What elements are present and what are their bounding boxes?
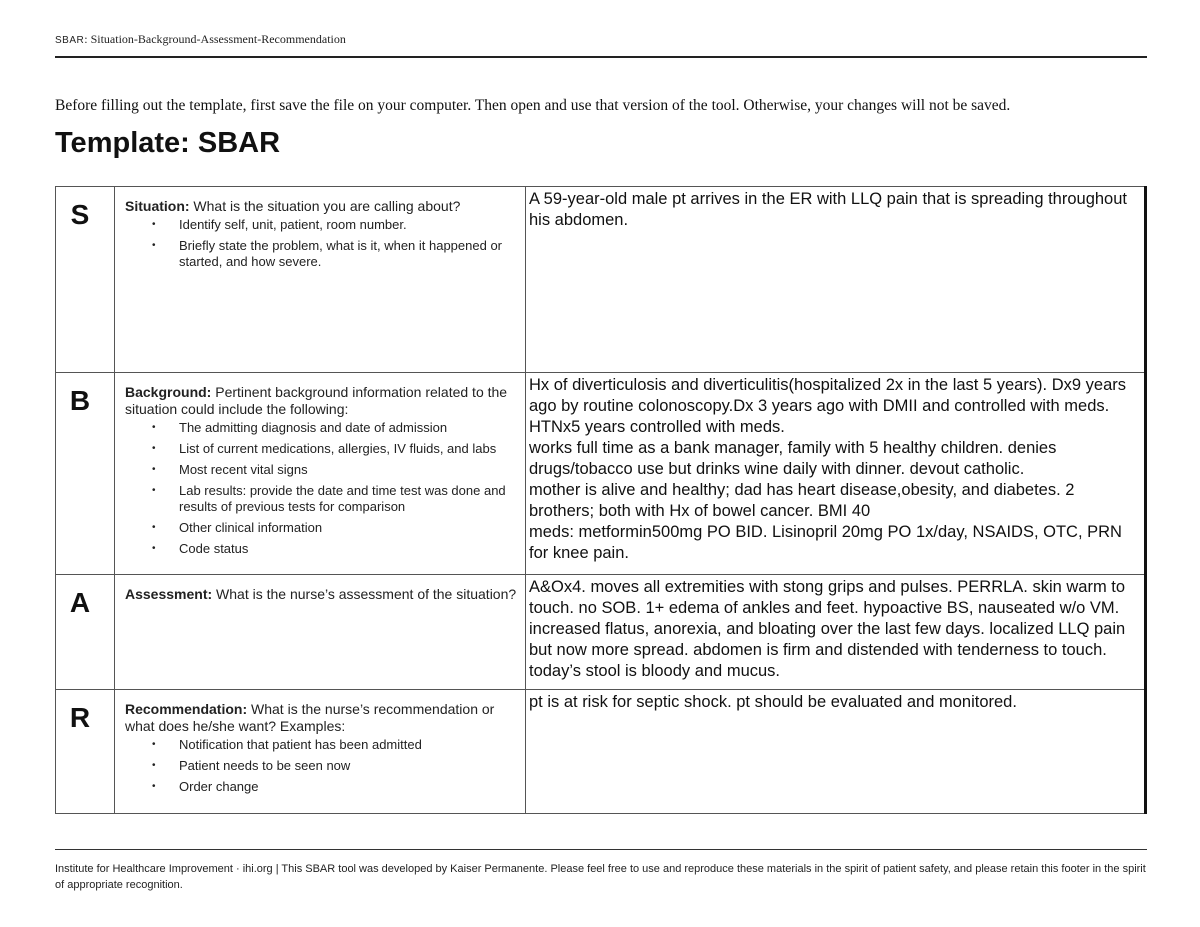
table-row-background bbox=[56, 373, 1146, 575]
assessment-entry-field[interactable] bbox=[526, 575, 1146, 690]
prompt-bullet: • Order change bbox=[179, 779, 517, 795]
sbar-letter: A bbox=[69, 587, 91, 618]
prompt-text: What is the situation you are calling about? bbox=[189, 198, 461, 214]
table-row-recommendation bbox=[56, 690, 1146, 814]
prompt-cell bbox=[115, 575, 526, 690]
prompt-bullet: • Notification that patient has been admitted bbox=[179, 737, 517, 753]
prompt-cell bbox=[115, 187, 526, 373]
prompt-bullet: • Patient needs to be seen now bbox=[179, 758, 517, 774]
prompt-bullet: • Briefly state the problem, what is it, when it happened or started, and how severe. bbox=[179, 238, 517, 270]
header-prefix: SBAR bbox=[55, 35, 85, 46]
footer-divider bbox=[55, 849, 1147, 850]
sbar-letter-cell bbox=[56, 373, 115, 575]
prompt-bullet: • Code status bbox=[179, 541, 517, 557]
prompt-label: Assessment: bbox=[125, 586, 213, 602]
recommendation-entry-field[interactable] bbox=[526, 690, 1146, 814]
entry-text: A&Ox4. moves all extremities with stong grips and pulses. PERRLA. skin warm to touch. no SOB. 1+ edema of ankles and feet. hypoactive BS, nauseated w/o VM. increased flatus, anorexia, and bloating over the last few days. localized LLQ pain but now more spread. abdomen is firm and distended with tenderness to touch. today’s stool is bloody and mucus. bbox=[529, 578, 1126, 680]
entry-text: Hx of diverticulosis and diverticulitis(hospitalized 2x in the last 5 years). Dx9 years ago by routine colonoscopy.Dx 3 years ago with DMII and controlled with meds. HTNx5 years controlled with meds. bbox=[529, 376, 1126, 436]
sbar-letter: B bbox=[69, 385, 91, 416]
prompt-text: Pertinent background information related to the situation could include the following: bbox=[125, 384, 508, 417]
intro-instructions: Before filling out the template, first save the file on your computer. Then open and use that version of the tool. Otherwise, your changes will not be saved. bbox=[55, 97, 1011, 114]
prompt-bullet: • The admitting diagnosis and date of admission bbox=[179, 420, 517, 436]
prompt-label: Background: bbox=[125, 384, 212, 400]
header-title: : Situation-Background-Assessment-Recommendation bbox=[84, 32, 346, 46]
entry-text: mother is alive and healthy; dad has heart disease,obesity, and diabetes. 2 brothers; both with Hx of bowel cancer. BMI 40 bbox=[529, 481, 1075, 520]
prompt-bullet: • Most recent vital signs bbox=[179, 462, 517, 478]
entry-text: A 59-year-old male pt arrives in the ER with LLQ pain that is spreading throughout his abdomen. bbox=[529, 190, 1127, 229]
table-row-situation bbox=[56, 187, 1146, 373]
sbar-letter-cell bbox=[56, 690, 115, 814]
entry-text: pt is at risk for septic shock. pt should be evaluated and monitored. bbox=[529, 693, 1017, 711]
entry-text: works full time as a bank manager, family with 5 healthy children. denies drugs/tobacco use but drinks wine daily with dinner. devout catholic. bbox=[529, 439, 1057, 478]
prompt-bullet-list bbox=[125, 420, 517, 557]
entry-text: meds: metformin500mg PO BID. Lisinopril 20mg PO 1x/day, NSAIDS, OTC, PRN for knee pain. bbox=[529, 523, 1122, 562]
prompt-bullet: • Other clinical information bbox=[179, 520, 517, 536]
background-prompt bbox=[115, 373, 525, 557]
prompt-cell bbox=[115, 373, 526, 575]
background-entry-field[interactable] bbox=[526, 373, 1146, 575]
prompt-bullet-list bbox=[125, 737, 517, 795]
prompt-bullet: • Lab results: provide the date and time test was done and results of previous tests for comparison bbox=[179, 483, 517, 515]
prompt-bullet: • Identify self, unit, patient, room number. bbox=[179, 217, 517, 233]
recommendation-prompt bbox=[115, 690, 525, 795]
prompt-label: Situation: bbox=[125, 198, 190, 214]
prompt-text: What is the nurse’s assessment of the situation? bbox=[212, 586, 517, 602]
prompt-bullet: • List of current medications, allergies, IV fluids, and labs bbox=[179, 441, 517, 457]
prompt-cell bbox=[115, 690, 526, 814]
situation-entry-field[interactable] bbox=[526, 187, 1146, 373]
page-footer: Institute for Healthcare Improvement · ihi.org | This SBAR tool was developed by Kaiser Permanente. Please feel free to use and reproduce these materials in the spirit of patient safety, and please retain this footer in the spirit of appropriate recognition. bbox=[55, 863, 1146, 891]
document-title: Template: SBAR bbox=[55, 127, 281, 159]
situation-prompt bbox=[115, 187, 525, 270]
prompt-text: What is the nurse’s recommendation or what does he/she want? Examples: bbox=[125, 701, 495, 734]
prompt-bullet-list bbox=[125, 217, 517, 270]
sbar-letter-cell bbox=[56, 575, 115, 690]
sbar-letter: R bbox=[69, 702, 91, 733]
assessment-prompt bbox=[115, 575, 525, 603]
header-divider bbox=[55, 56, 1147, 58]
sbar-letter-cell bbox=[56, 187, 115, 373]
page-header bbox=[55, 32, 1147, 47]
sbar-table bbox=[55, 186, 1147, 814]
sbar-letter: S bbox=[70, 199, 90, 230]
table-row-assessment bbox=[56, 575, 1146, 690]
prompt-label: Recommendation: bbox=[125, 701, 248, 717]
